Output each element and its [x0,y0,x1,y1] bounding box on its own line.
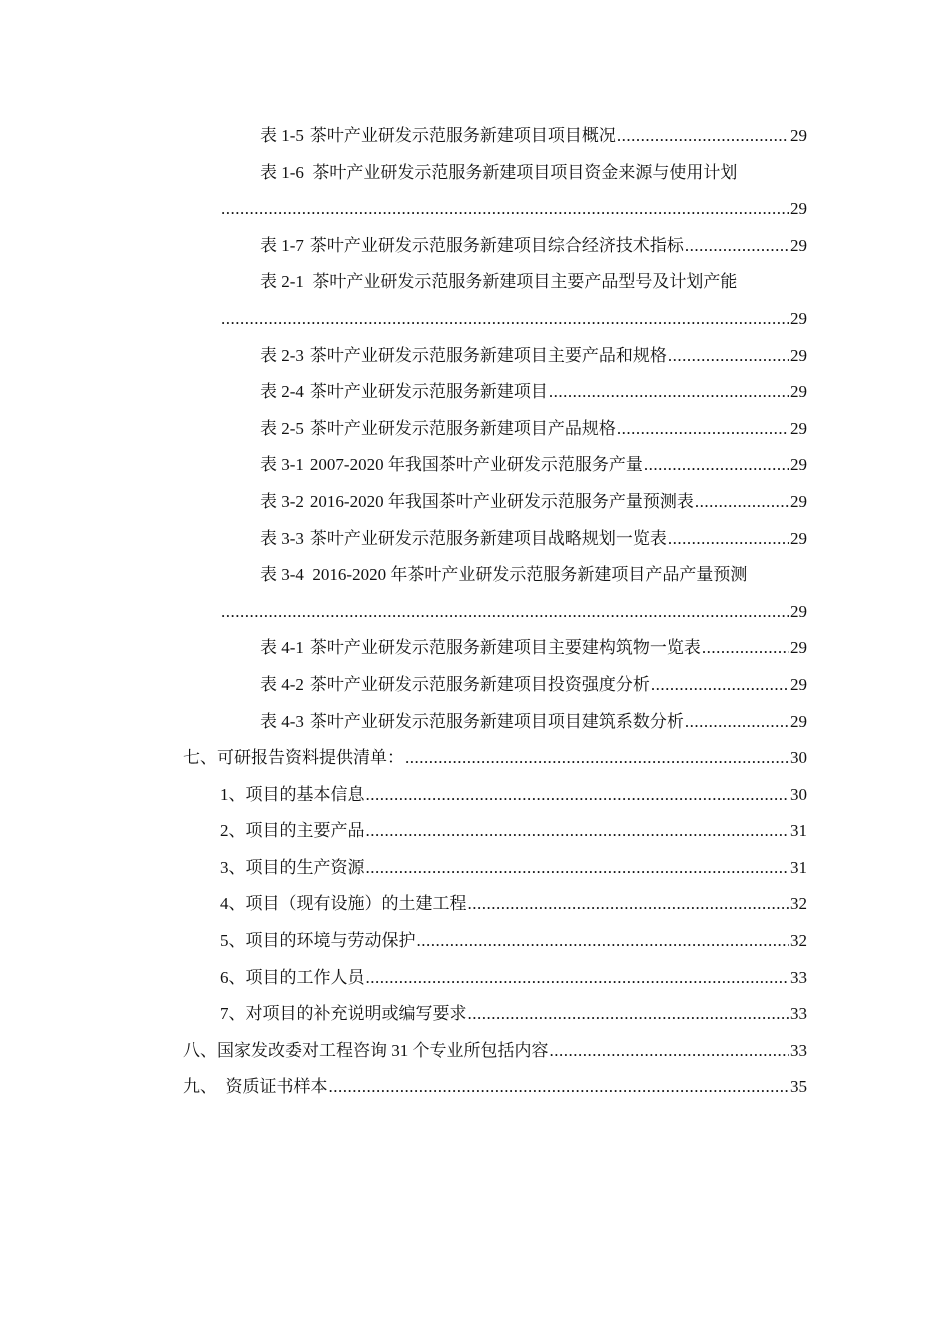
entry-title: 七、可研报告资料提供清单： [183,748,404,768]
dot-leader [549,374,789,411]
entry-page-number: 29 [790,601,807,621]
dot-leader [366,777,790,814]
toc-entry[interactable] [0,374,950,411]
entry-number: 表 2-3 [260,345,304,365]
entry-page-number: 29 [790,638,807,658]
dot-leader [468,886,790,923]
entry-title: 茶叶产业研发示范服务新建项目战略规划一览表 [309,528,667,548]
toc-entry-continuation [0,301,950,338]
entry-page-number: 32 [790,931,807,951]
entry-title: 茶叶产业研发示范服务新建项目项目概况 [309,126,616,145]
dot-leader [695,484,789,521]
entry-page-number: 35 [790,1077,807,1097]
dot-leader [685,228,789,265]
entry-page-number: 30 [790,748,807,768]
dot-leader [685,704,789,741]
dot-leader [468,996,790,1033]
entry-title: 茶叶产业研发示范服务新建项目主要建构筑物一览表 [309,638,701,658]
entry-page-number: 29 [790,711,807,731]
entry-page-number: 29 [790,674,807,694]
toc-entry[interactable] [0,118,950,155]
entry-number: 表 3-3 [260,528,304,548]
entry-title: 八、国家发改委对工程咨询 31 个专业所包括内容 [183,1040,549,1060]
dot-leader [221,191,789,228]
dot-leader [644,447,789,484]
entry-number: 表 2-1 [260,272,304,292]
entry-page-number: 29 [790,455,807,475]
entry-page-number: 33 [790,1004,807,1024]
entry-title: 茶叶产业研发示范服务新建项目投资强度分析 [309,674,650,694]
entry-page-number: 29 [790,235,807,255]
dot-leader [702,630,789,667]
entry-title: 5、项目的环境与劳动保护 [220,931,416,951]
entry-number: 表 1-5 [260,126,304,145]
entry-page-number: 29 [790,382,807,402]
dot-leader [329,1069,790,1106]
entry-page-number: 30 [790,784,807,804]
entry-title: 茶叶产业研发示范服务新建项目主要产品和规格 [309,345,667,365]
dot-leader [617,411,789,448]
toc-entry-continuation [0,191,950,228]
entry-number: 表 3-2 [260,491,304,511]
entry-number: 表 4-3 [260,711,304,731]
entry-page-number: 29 [790,491,807,511]
toc-subsection-entry[interactable] [0,923,950,960]
toc-entry[interactable] [0,667,950,704]
entry-title: 7、对项目的补充说明或编写要求 [220,1004,467,1024]
toc-section-entry[interactable] [0,1033,950,1070]
entry-number: 表 4-2 [260,674,304,694]
entry-page-number: 29 [790,345,807,365]
entry-title: 2007-2020 年我国茶叶产业研发示范服务产量 [309,455,643,475]
toc-subsection-entry[interactable] [0,960,950,997]
entry-page-number: 32 [790,894,807,914]
entry-page-number: 29 [790,528,807,548]
dot-leader [405,740,789,777]
dot-leader [617,118,789,155]
toc-entry[interactable] [0,264,950,301]
table-of-contents [0,118,950,1106]
entry-page-number: 31 [790,821,807,841]
entry-number: 表 3-1 [260,455,304,475]
toc-entry[interactable] [0,447,950,484]
dot-leader [366,813,790,850]
dot-leader [221,594,789,631]
dot-leader [417,923,790,960]
toc-entry[interactable] [0,557,950,594]
entry-number: 表 4-1 [260,638,304,658]
entry-title: 3、项目的生产资源 [220,857,365,877]
toc-entry[interactable] [0,338,950,375]
entry-number: 表 1-7 [260,235,304,255]
entry-number: 表 2-4 [260,382,304,402]
toc-entry[interactable] [0,630,950,667]
toc-entry-continuation [0,594,950,631]
entry-page-number: 29 [790,199,807,219]
dot-leader [366,850,790,887]
toc-subsection-entry[interactable] [0,886,950,923]
entry-number: 表 3-4 [260,565,304,585]
toc-section-entry[interactable] [0,740,950,777]
toc-entry[interactable] [0,484,950,521]
entry-title: 4、项目（现有设施）的土建工程 [220,894,467,914]
toc-entry[interactable] [0,521,950,558]
toc-entry[interactable] [0,228,950,265]
entry-title: 茶叶产业研发示范服务新建项目主要产品型号及计划产能 [312,272,738,292]
entry-title: 1、项目的基本信息 [220,784,365,804]
toc-subsection-entry[interactable] [0,813,950,850]
toc-section-entry[interactable] [0,1069,950,1106]
entry-title: 茶叶产业研发示范服务新建项目项目建筑系数分析 [309,711,684,731]
entry-page-number: 33 [790,967,807,987]
entry-title: 茶叶产业研发示范服务新建项目项目资金来源与使用计划 [312,162,738,182]
entry-page-number: 31 [790,857,807,877]
entry-title: 茶叶产业研发示范服务新建项目 [309,382,548,402]
dot-leader [651,667,789,704]
entry-title: 茶叶产业研发示范服务新建项目产品规格 [309,418,616,438]
toc-entry[interactable] [0,411,950,448]
entry-page-number: 29 [790,418,807,438]
dot-leader [221,301,789,338]
entry-page-number: 33 [790,1040,807,1060]
entry-page-number: 29 [790,126,807,145]
dot-leader [366,960,790,997]
dot-leader [668,338,789,375]
toc-subsection-entry[interactable] [0,996,950,1033]
entry-title: 2016-2020 年茶叶产业研发示范服务新建项目产品产量预测 [312,565,748,585]
entry-title: 2、项目的主要产品 [220,821,365,841]
entry-title: 九、 资质证书样本 [183,1077,328,1097]
toc-entry[interactable] [0,704,950,741]
dot-leader [668,521,789,558]
entry-page-number: 29 [790,308,807,328]
entry-number: 表 1-6 [260,162,304,182]
toc-subsection-entry[interactable] [0,850,950,887]
toc-subsection-entry[interactable] [0,777,950,814]
dot-leader [550,1033,790,1070]
entry-title: 2016-2020 年我国茶叶产业研发示范服务产量预测表 [309,491,694,511]
toc-entry[interactable] [0,155,950,192]
entry-number: 表 2-5 [260,418,304,438]
entry-title: 茶叶产业研发示范服务新建项目综合经济技术指标 [309,235,684,255]
entry-title: 6、项目的工作人员 [220,967,365,987]
